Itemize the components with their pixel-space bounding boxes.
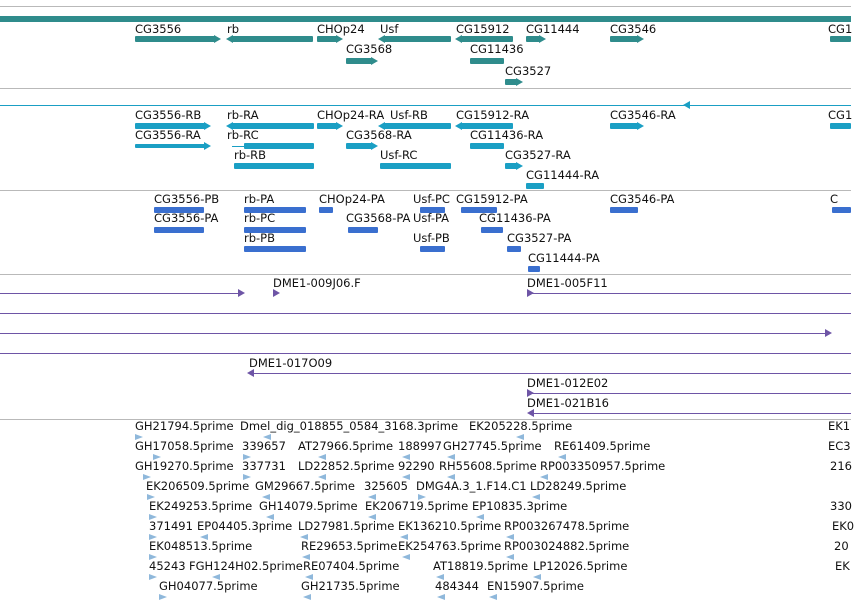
strand-arrow-icon (637, 35, 644, 43)
protein-label: CG11436-PA (479, 211, 551, 225)
gene-label: CG1 (828, 22, 853, 36)
gene-label: Usf (380, 22, 399, 36)
est-label: EK205228.5prime (469, 419, 573, 433)
est-label: EK136210.5prime (398, 519, 502, 533)
top-border-line (0, 6, 851, 7)
est-label: Dmel_dig_018855_0584_3168.3prime (240, 419, 459, 433)
est-label: EN15907.5prime (487, 579, 584, 593)
transcripts-track (0, 89, 851, 190)
est-label: RH55608.5prime (439, 459, 537, 473)
strand-arrow-icon (516, 78, 523, 86)
est-label: EK0 (832, 519, 854, 533)
gene-label: CG11444 (526, 22, 580, 36)
est-label: GH17058.5prime (135, 439, 234, 453)
clones-track (0, 275, 851, 419)
est-label: AT18819.5prime (433, 559, 529, 573)
transcript-span-line (0, 105, 851, 106)
est-label: RP003350957.5prime (540, 459, 666, 473)
est-label: EK206509.5prime (146, 479, 250, 493)
transcript-label: Usf-RC (380, 148, 418, 162)
est-label: RE29653.5prime (301, 539, 398, 553)
gene-label: CG11436 (470, 42, 524, 56)
proteins-track (0, 191, 851, 274)
est-feature[interactable] (402, 554, 410, 560)
protein-label: CG3546-PA (610, 192, 675, 206)
strand-arrow-icon (371, 57, 378, 65)
est-label: 216 (830, 459, 852, 473)
gene-feature-cg3568[interactable] (346, 58, 372, 64)
transcript-label: rb-RC (227, 128, 259, 142)
gene-label: CG3546 (610, 22, 657, 36)
gene-label: CG15912 (456, 22, 510, 36)
strand-arrow-icon (637, 122, 644, 130)
est-label: EK1 (828, 419, 851, 433)
est-label: 339657 (242, 439, 286, 453)
est-label: 188997 (398, 439, 442, 453)
strand-arrow-icon (336, 35, 343, 43)
est-feature[interactable] (489, 594, 497, 600)
transcript-label: CG11436-RA (470, 128, 544, 142)
est-label: EC3 (828, 439, 851, 453)
est-label: RP003024882.5prime (504, 539, 630, 553)
protein-label: rb-PC (244, 211, 276, 225)
est-label: RE61409.5prime (554, 439, 651, 453)
est-label: 337731 (242, 459, 286, 473)
est-label: 20 (834, 539, 849, 553)
protein-feature-cut[interactable] (832, 207, 851, 213)
protein-label: CHOp24-PA (319, 192, 385, 206)
clone-label: DME1-021B16 (527, 396, 609, 410)
est-feature[interactable] (149, 574, 157, 580)
protein-label: Usf-PB (413, 231, 450, 245)
strand-arrow-icon (683, 101, 690, 109)
protein-label: rb-PB (244, 231, 276, 245)
strand-arrow-icon (539, 35, 546, 43)
protein-feature-cg3568-pa[interactable] (348, 227, 378, 233)
transcript-intron-line (232, 146, 244, 147)
est-label: EK048513.5prime (149, 539, 253, 553)
gene-label: CHOp24 (317, 22, 365, 36)
transcript-feature-usf-rc[interactable] (380, 163, 451, 169)
gene-feature-rb[interactable] (232, 36, 313, 42)
gene-feature-cg11436[interactable] (470, 58, 504, 64)
clone-label: DME1-009J06.F (273, 276, 361, 290)
clone-feature-dme1-012e02[interactable] (532, 393, 851, 394)
protein-feature-usf-pb[interactable] (420, 246, 445, 252)
genes-track (0, 22, 851, 88)
est-label: 325605 (364, 479, 408, 493)
est-label: RP003267478.5prime (504, 519, 630, 533)
est-label: 92290 (398, 459, 435, 473)
strand-arrow-icon (204, 122, 211, 130)
strand-arrow-icon (516, 162, 523, 170)
transcript-label: rb-RA (227, 108, 259, 122)
strand-arrow-icon (238, 289, 245, 297)
gene-feature-cg3546[interactable] (610, 36, 638, 42)
ests-track (0, 419, 854, 603)
est-label: 45243 (149, 559, 186, 573)
clone-feature-dme1-009j06-f[interactable] (273, 289, 280, 297)
strand-arrow-icon (825, 329, 832, 337)
protein-feature-chop24-pa[interactable] (319, 207, 333, 213)
est-label: EK254763.5prime (398, 539, 502, 553)
clone-feature-dme1-005f11[interactable] (532, 293, 851, 294)
est-label: FGH124H02.5prime (189, 559, 303, 573)
transcript-feature-cg3556-ra[interactable] (135, 144, 205, 148)
transcript-feature-cg3568-ra[interactable] (346, 143, 372, 149)
clone-feature-dme1-021b16[interactable] (533, 413, 851, 414)
protein-label: CG11444-PA (528, 251, 600, 265)
transcript-label: CG3568-RA (346, 128, 412, 142)
est-label: GH04077.5prime (159, 579, 258, 593)
protein-feature-cg11444-pa[interactable] (528, 266, 540, 272)
protein-label: CG3527-PA (507, 231, 572, 245)
transcript-label: CG15912-RA (456, 108, 530, 122)
est-label: GH21794.5prime (135, 419, 234, 433)
est-label: AT27966.5prime (298, 439, 394, 453)
clone-line[interactable] (0, 333, 828, 334)
est-label: EK (835, 559, 850, 573)
protein-label: CG3556-PA (154, 211, 219, 225)
gene-feature-cg1[interactable] (830, 36, 851, 42)
gene-label: CG3568 (346, 42, 393, 56)
est-label: LD22852.5prime (298, 459, 395, 473)
protein-feature-rb-pb[interactable] (244, 246, 306, 252)
protein-label: rb-PA (244, 192, 275, 206)
gene-label: rb (227, 22, 240, 36)
transcript-feature-cg11436-ra[interactable] (470, 143, 504, 149)
est-label: GH14079.5prime (259, 499, 358, 513)
protein-feature-cg3556-pa[interactable] (154, 227, 204, 233)
protein-feature-cg3546-pa[interactable] (610, 207, 638, 213)
gene-feature-cg11444[interactable] (526, 36, 540, 42)
protein-feature-cg3527-pa[interactable] (507, 246, 521, 252)
est-label: DMG4A.3_1.F14.C1 (416, 479, 527, 493)
transcript-label: Usf-RB (390, 108, 428, 122)
transcript-feature-cg3546-ra[interactable] (610, 123, 638, 129)
transcript-feature-chop24-ra[interactable] (317, 123, 337, 129)
transcript-feature-cg11444-ra[interactable] (526, 183, 544, 189)
est-label: EP04405.3prime (197, 519, 293, 533)
gene-feature-cg3556[interactable] (135, 36, 215, 42)
transcript-label: CG11444-RA (526, 168, 600, 182)
transcript-feature-rb-rb[interactable] (234, 163, 314, 169)
protein-feature-cg11436-pa[interactable] (481, 227, 503, 233)
strand-arrow-icon (336, 122, 343, 130)
transcript-label: rb-RB (234, 148, 267, 162)
transcript-label: CG1 (828, 108, 853, 122)
clone-line[interactable] (0, 313, 851, 314)
clone-label: DME1-005F11 (527, 276, 608, 290)
est-feature[interactable] (303, 594, 311, 600)
clone-label: DME1-012E02 (527, 376, 609, 390)
strand-arrow-icon (214, 35, 221, 43)
clone-line[interactable] (0, 293, 240, 294)
est-label: GH27745.5prime (443, 439, 542, 453)
est-label: LD27981.5prime (298, 519, 395, 533)
est-label: GH19270.5prime (135, 459, 234, 473)
est-label: LD28249.5prime (530, 479, 627, 493)
protein-label: CG15912-PA (456, 192, 528, 206)
est-label: GH21735.5prime (301, 579, 400, 593)
est-feature[interactable] (159, 594, 167, 600)
est-label: RE07404.5prime (303, 559, 400, 573)
transcript-label: CG3546-RA (610, 108, 676, 122)
gene-label: CG3556 (135, 22, 182, 36)
clone-label: DME1-017O09 (249, 356, 333, 370)
protein-label: Usf-PA (413, 211, 450, 225)
est-label: LP12026.5prime (533, 559, 628, 573)
strand-arrow-icon (371, 142, 378, 150)
est-label: 484344 (435, 579, 479, 593)
est-label: 330 (830, 499, 852, 513)
transcript-feature-cg1[interactable] (830, 123, 851, 129)
est-label: EP10835.3prime (472, 499, 568, 513)
strand-arrow-icon (204, 142, 211, 150)
protein-label: Usf-PC (413, 192, 450, 206)
clone-feature-dme1-017o09[interactable] (253, 373, 851, 374)
transcript-label: CG3556-RB (135, 108, 202, 122)
gene-label: CG3527 (505, 64, 552, 78)
transcript-label: CG3527-RA (505, 148, 571, 162)
est-label: 371491 (149, 519, 193, 533)
gene-feature-chop24[interactable] (317, 36, 337, 42)
gene-feature-usf[interactable] (384, 36, 451, 42)
est-label: EK249253.5prime (149, 499, 253, 513)
est-label: EK206719.5prime (365, 499, 469, 513)
est-feature[interactable] (437, 594, 445, 600)
transcript-label: CG3556-RA (135, 128, 201, 142)
transcript-label: CHOp24-RA (317, 108, 385, 122)
clone-line[interactable] (0, 353, 851, 354)
protein-label: C (830, 192, 839, 206)
protein-label: CG3556-PB (154, 192, 220, 206)
est-label: GM29667.5prime (255, 479, 355, 493)
protein-label: CG3568-PA (346, 211, 411, 225)
